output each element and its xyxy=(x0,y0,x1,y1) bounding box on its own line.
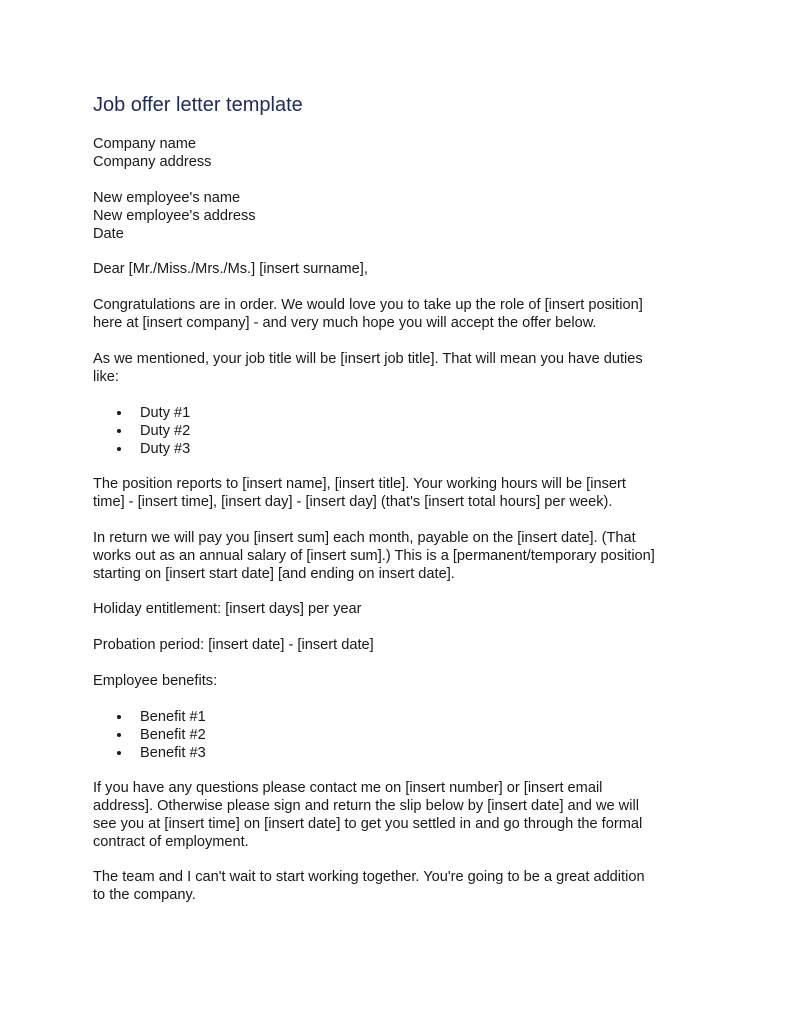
paragraph-line: In return we will pay you [insert sum] each month, payable on the [insert date]. (That xyxy=(93,530,636,546)
duty-text: Duty #3 xyxy=(140,441,191,457)
paragraph-congratulations xyxy=(93,296,713,332)
list-item xyxy=(93,440,713,458)
company-address: Company address xyxy=(93,154,212,170)
bullet-icon xyxy=(117,733,121,737)
list-item xyxy=(93,404,713,422)
employee-name: New employee's name xyxy=(93,190,241,206)
paragraph-line: contract of employment. xyxy=(93,834,249,850)
paragraph-line: starting on [insert start date] [and ending on insert date]. xyxy=(93,566,455,582)
benefits-heading xyxy=(93,672,713,690)
holiday-text: Holiday entitlement: [insert days] per year xyxy=(93,601,362,617)
benefits-list xyxy=(93,708,713,762)
bullet-icon xyxy=(117,751,121,755)
salutation xyxy=(93,260,713,278)
paragraph-reports xyxy=(93,475,713,511)
paragraph-line: The team and I can't wait to start working together. You're going to be a great addition xyxy=(93,869,645,885)
list-item xyxy=(93,744,713,762)
paragraph-line: If you have any questions please contact me on [insert number] or [insert email xyxy=(93,780,603,796)
duty-text: Duty #2 xyxy=(140,423,191,439)
paragraph-closing xyxy=(93,868,713,904)
sender-block xyxy=(93,135,713,171)
duties-list xyxy=(93,404,713,458)
paragraph-line: here at [insert company] - and very much hope you will accept the offer below. xyxy=(93,315,597,331)
document-title: Job offer letter template xyxy=(93,94,303,116)
list-item xyxy=(93,708,713,726)
paragraph-probation xyxy=(93,636,713,654)
paragraph-pay xyxy=(93,529,713,583)
salutation-text: Dear [Mr./Miss./Mrs./Ms.] [insert surname], xyxy=(93,261,368,277)
paragraph-line: time] - [insert time], [insert day] - [insert day] (that's [insert total hours] per week). xyxy=(93,494,613,510)
paragraph-line: to the company. xyxy=(93,887,196,903)
list-item xyxy=(93,422,713,440)
employee-address: New employee's address xyxy=(93,208,256,224)
bullet-icon xyxy=(117,411,121,415)
benefit-text: Benefit #3 xyxy=(140,745,206,761)
benefit-text: Benefit #1 xyxy=(140,709,206,725)
paragraph-holiday xyxy=(93,600,713,618)
paragraph-line: like: xyxy=(93,369,119,385)
recipient-block xyxy=(93,189,713,243)
company-name: Company name xyxy=(93,136,197,152)
duty-text: Duty #1 xyxy=(140,405,191,421)
probation-text: Probation period: [insert date] - [insert date] xyxy=(93,637,374,653)
paragraph-contact xyxy=(93,779,713,851)
benefits-heading-text: Employee benefits: xyxy=(93,673,218,689)
bullet-icon xyxy=(117,715,121,719)
bullet-icon xyxy=(117,447,121,451)
paragraph-line: address]. Otherwise please sign and return the slip below by [insert date] and we will xyxy=(93,798,639,814)
letter-date: Date xyxy=(93,226,124,242)
bullet-icon xyxy=(117,429,121,433)
paragraph-line: As we mentioned, your job title will be [insert job title]. That will mean you have duties xyxy=(93,351,643,367)
paragraph-line: Congratulations are in order. We would love you to take up the role of [insert position] xyxy=(93,297,643,313)
list-item xyxy=(93,726,713,744)
paragraph-job-title xyxy=(93,350,713,386)
benefit-text: Benefit #2 xyxy=(140,727,206,743)
paragraph-line: The position reports to [insert name], [insert title]. Your working hours will be [insert xyxy=(93,476,626,492)
paragraph-line: works out as an annual salary of [insert sum].) This is a [permanent/temporary position] xyxy=(93,548,655,564)
paragraph-line: see you at [insert time] on [insert date] to get you settled in and go through the formal xyxy=(93,816,643,832)
